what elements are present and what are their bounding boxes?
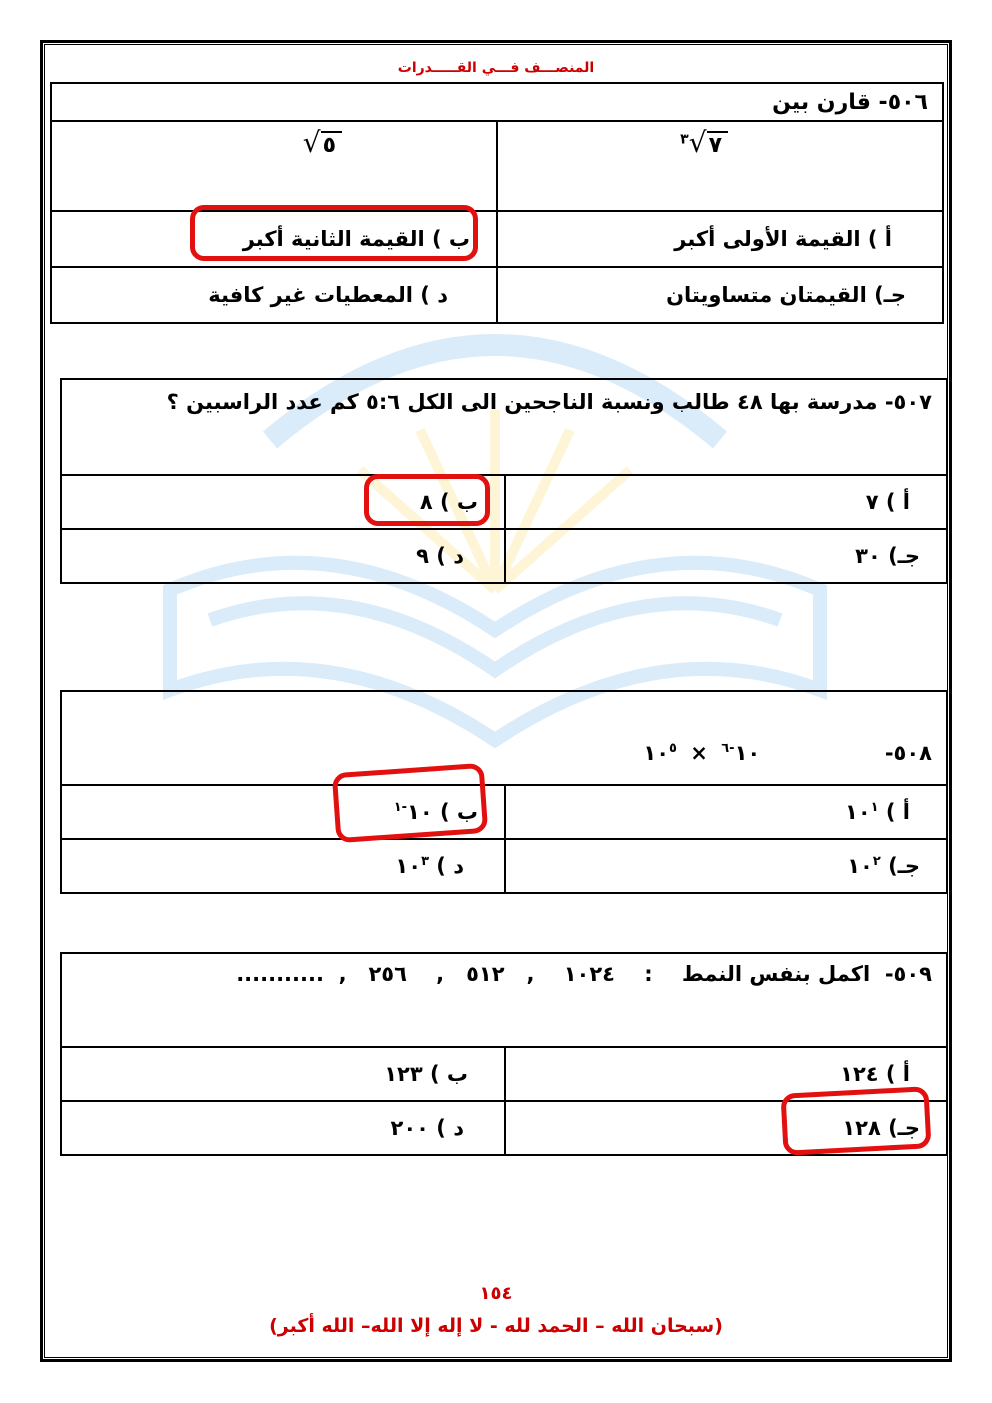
header-title: المنصـــف فـــي القـــــدرات bbox=[397, 60, 595, 76]
option-b[interactable]: ب ) ١٢٣ bbox=[61, 1047, 505, 1101]
compare-value-1: $^٣$√٧ bbox=[497, 121, 943, 211]
option-a[interactable]: أ ) ٧ bbox=[505, 475, 947, 529]
option-c[interactable]: جـ) ٣٠ bbox=[505, 529, 947, 583]
question-508-stem: ٥٠٨- $١٠^{-٦}$ × $١٠^٥$ bbox=[61, 691, 947, 785]
question-506 bbox=[50, 82, 944, 324]
option-d[interactable]: د ) ٢٠٠ bbox=[61, 1101, 505, 1155]
option-a[interactable]: أ ) $١٠^١$ bbox=[505, 785, 947, 839]
question-509-stem: ٥٠٩- اكمل بنفس النمط : ١٠٢٤ , ٥١٢ , ٢٥٦ , ........... bbox=[61, 953, 947, 1047]
question-507 bbox=[60, 378, 948, 584]
option-d[interactable]: د ) ٩ bbox=[61, 529, 505, 583]
option-d[interactable]: د ) المعطيات غير كافية bbox=[51, 267, 497, 323]
option-b[interactable]: ب ) ٨ bbox=[61, 475, 505, 529]
option-b[interactable]: ب ) القيمة الثانية أكبر bbox=[51, 211, 497, 267]
page-number: ١٥٤ bbox=[479, 1283, 513, 1304]
compare-value-2: √٥ bbox=[51, 121, 497, 211]
question-509 bbox=[60, 952, 948, 1156]
footer-dhikr: (سبحان الله – الحمد لله - لا إله إلا الله– الله أكبر) bbox=[269, 1315, 723, 1337]
option-c[interactable]: جـ) القيمتان متساويتان bbox=[497, 267, 943, 323]
option-c[interactable]: جـ) $١٠^٢$ bbox=[505, 839, 947, 893]
option-a[interactable]: أ ) القيمة الأولى أكبر bbox=[497, 211, 943, 267]
question-506-stem: ٥٠٦- قارن بين bbox=[51, 83, 943, 121]
option-c[interactable]: جـ) ١٢٨ bbox=[505, 1101, 947, 1155]
question-508 bbox=[60, 690, 948, 894]
question-507-stem: ٥٠٧- مدرسة بها ٤٨ طالب ونسبة الناجحين الى الكل ٥:٦ كم عدد الراسبين ؟ bbox=[61, 379, 947, 475]
option-a[interactable]: أ ) ١٢٤ bbox=[505, 1047, 947, 1101]
option-d[interactable]: د ) $١٠^٣$ bbox=[61, 839, 505, 893]
option-b[interactable]: ب ) $١٠^{-١}$ bbox=[61, 785, 505, 839]
